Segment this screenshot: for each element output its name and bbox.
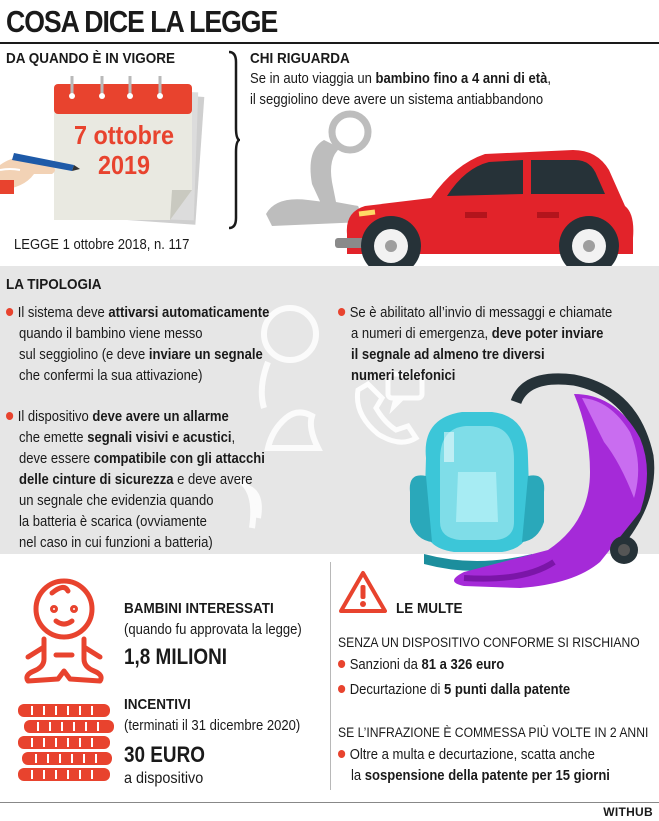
bullet-dot [6,308,13,316]
incentivi-sub: (terminati il 31 dicembre 2020) [124,718,301,734]
bullet-dot [338,685,345,693]
top-rule [0,42,659,44]
teal-seat-icon [410,412,544,571]
tipologia-p3-line2: a numeri di emergenza, deve poter inviare [351,326,604,342]
multe-heading: LE MULTE [396,600,463,617]
multe-intro-2: SE L’INFRAZIONE È COMMESSA PIÙ VOLTE IN 2 ANNI [338,725,649,740]
tipologia-p3-line3: il segnale ad almeno tre diversi [351,347,545,363]
bambini-value: 1,8 MILIONI [124,644,228,669]
calendar-date [70,120,178,180]
multe-intro: SENZA UN DISPOSITIVO CONFORME SI RISCHIANO [338,635,640,650]
tipologia-p2-line6: la batteria è scarica (ovviamente [19,514,207,530]
bottom-rule [0,802,659,803]
law-reference: LEGGE 1 ottobre 2018, n. 117 [14,237,190,253]
bullet-dot [338,308,345,316]
baby-icon [18,575,110,687]
calendar-day: 7 ottobre [73,120,175,150]
column-divider [330,562,331,790]
bambini-heading: BAMBINI INTERESSATI [124,600,274,617]
multe-bullet-3-cont: la sospensione della patente per 15 giorni [351,768,610,784]
coins-stack-icon [14,702,116,790]
riguarda-line2: il seggiolino deve avere un sistema antiabbandono [250,92,544,108]
tipologia-p3-line4: numeri telefonici [351,368,456,384]
tipologia-p2-line7: nel caso in cui funzioni a batteria) [19,535,213,551]
brand-logo: WITHUB [603,805,653,819]
tipologia-p2-line2: che emette segnali visivi e acustici, [19,430,236,446]
tipologia-heading: LA TIPOLOGIA [6,276,102,293]
tipologia-p3-line1: Se è abilitato all’invio di messaggi e chiamate [338,303,612,324]
riguarda-line1: Se in auto viaggia un bambino fino a 4 anni di età, [250,71,551,87]
tipologia-p2-line1: Il dispositivo deve avere un allarme [6,407,229,428]
bullet-dot [6,412,13,420]
tipologia-p2-line3: deve essere compatibile con gli attacchi [19,451,265,467]
tipologia-p1-line3: sul seggiolino (e deve inviare un segnale [19,347,263,363]
bullet-dot [338,750,345,758]
tipologia-p2-line4: delle cinture di sicurezza e deve avere [19,472,253,488]
bambini-sub: (quando fu approvata la legge) [124,622,302,638]
tipologia-p1-line2: quando il bambino viene messo [19,326,203,342]
vigore-heading: DA QUANDO È IN VIGORE [6,50,176,67]
bracket-divider [226,50,240,230]
multe-bullet-1: Sanzioni da 81 a 326 euro [338,655,504,676]
multe-bullet-2: Decurtazione di 5 punti dalla patente [338,680,570,701]
riguarda-heading: CHI RIGUARDA [250,50,350,67]
calendar-year: 2019 [97,150,151,180]
incentivi-heading: INCENTIVI [124,696,191,713]
faded-alarm-icons [228,298,328,548]
tipologia-p1-line1: Il sistema deve attivarsi automaticamente [6,303,269,324]
warning-icon [339,570,387,614]
page-title: COSA DICE LA LEGGE [6,4,278,39]
bullet-dot [338,660,345,668]
car-icon [335,142,640,280]
incentivi-unit: a dispositivo [124,770,204,787]
baby-car-seat-illustration [404,372,659,594]
incentivi-value: 30 EURO [124,742,205,767]
tipologia-p2-line5: un segnale che evidenzia quando [19,493,214,509]
multe-bullet-3: Oltre a multa e decurtazione, scatta anche [338,745,595,766]
tipologia-p1-line4: che confermi la sua attivazione) [19,368,203,384]
